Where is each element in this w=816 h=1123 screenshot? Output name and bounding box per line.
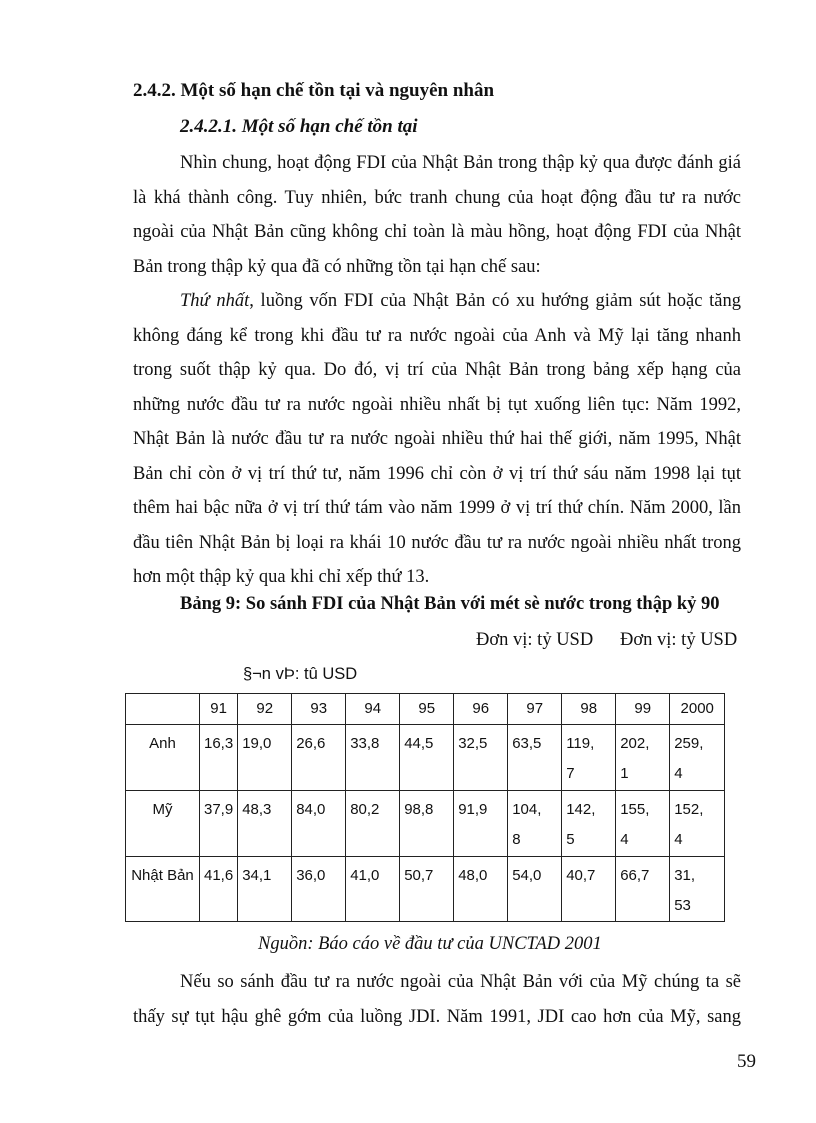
value-cell: 44,5 <box>400 725 454 791</box>
value-cell: 152, 4 <box>670 791 725 857</box>
table-caption: Bảng 9: So sánh FDI của Nhật Bản với mét sè nước trong thập kỷ 90 <box>180 594 720 614</box>
text-line: thêm hai bậc nữa ở vị trí thứ tám vào năm 1999 ở vị trí thứ chín. Năm 2000, lần <box>133 498 741 518</box>
value-cell: 40,7 <box>562 857 616 922</box>
value-cell: 259, 4 <box>670 725 725 791</box>
header-corner-cell <box>126 694 200 725</box>
text-line: là khá thành công. Tuy nhiên, bức tranh chung của hoạt động đầu tư ra nước <box>133 187 741 208</box>
paragraph-overview <box>133 146 741 284</box>
unit-label: Đơn vị: tỷ USD <box>476 630 594 650</box>
table-row <box>126 725 725 791</box>
value-cell: 36,0 <box>292 857 346 922</box>
text-line <box>133 284 741 319</box>
paragraph-comparison <box>133 965 741 1034</box>
text-line: đầu tiên Nhật Bản bị loại ra khái 10 nước đầu tư ra nước ngoài nhiều nhất trong <box>133 532 741 553</box>
table-row <box>126 791 725 857</box>
table-row <box>126 857 725 922</box>
fdi-comparison-table <box>125 693 725 922</box>
value-cell: 119, 7 <box>562 725 616 791</box>
value-cell: 50,7 <box>400 857 454 922</box>
year-header-cell: 98 <box>562 694 616 725</box>
value-cell: 33,8 <box>346 725 400 791</box>
text-line: trong suốt thập kỷ qua. Do đó, vị trí của Nhật Bản trong bảng xếp hạng của <box>133 360 741 380</box>
value-cell: 80,2 <box>346 791 400 857</box>
value-cell: 32,5 <box>454 725 508 791</box>
year-header-cell: 2000 <box>670 694 725 725</box>
country-label-cell: Mỹ <box>126 791 200 857</box>
unit-label-garbled: §¬n vÞ: tû USD <box>243 665 358 683</box>
year-header-cell: 94 <box>346 694 400 725</box>
unit-label: Đơn vị: tỷ USD <box>620 630 738 650</box>
text-line: hơn một thập kỷ qua khi chỉ xếp thứ 13. <box>133 567 430 587</box>
text-line: Nếu so sánh đầu tư ra nước ngoài của Nhật Bản với của Mỹ chúng ta sẽ <box>180 972 741 992</box>
text-line: những nước đầu tư ra nước ngoài nhiều nhất bị tụt xuống liên tục: Năm 1992, <box>133 394 741 415</box>
value-cell: 19,0 <box>238 725 292 791</box>
value-cell: 63,5 <box>508 725 562 791</box>
value-cell: 202, 1 <box>616 725 670 791</box>
value-cell: 142, 5 <box>562 791 616 857</box>
page-number: 59 <box>737 1051 756 1072</box>
country-label-cell: Nhật Bản <box>126 857 200 922</box>
text-line: Bản trong thập kỷ qua đã có những tồn tại hạn chế sau: <box>133 256 541 277</box>
year-header-cell: 99 <box>616 694 670 725</box>
value-cell: 155, 4 <box>616 791 670 857</box>
value-cell: 84,0 <box>292 791 346 857</box>
text-line: Nhật Bản là nước đầu tư ra nước ngoài nhiều thứ hai thế giới, năm 1995, Nhật <box>133 429 741 449</box>
value-cell: 37,9 <box>200 791 238 857</box>
value-cell: 98,8 <box>400 791 454 857</box>
text-line: không đáng kể trong khi đầu tư ra nước ngoài của Anh và Mỹ lại tăng nhanh <box>133 325 741 346</box>
value-cell: 66,7 <box>616 857 670 922</box>
text-line: thấy sự tụt hậu ghê gớm của luồng JDI. Năm 1991, JDI cao hơn của Mỹ, sang <box>133 1006 741 1027</box>
subsection-heading: 2.4.2.1. Một số hạn chế tồn tại <box>180 116 418 137</box>
text-line: ngoài của Nhật Bản cũng không chỉ toàn là màu hồng, hoạt động FDI của Nhật <box>133 222 741 242</box>
value-cell: 104, 8 <box>508 791 562 857</box>
country-label-cell: Anh <box>126 725 200 791</box>
value-cell: 54,0 <box>508 857 562 922</box>
year-header-cell: 92 <box>238 694 292 725</box>
value-cell: 91,9 <box>454 791 508 857</box>
value-cell: 34,1 <box>238 857 292 922</box>
year-header-cell: 91 <box>200 694 238 725</box>
value-cell: 41,6 <box>200 857 238 922</box>
year-header-cell: 95 <box>400 694 454 725</box>
text-line: Bản chỉ còn ở vị trí thứ tư, năm 1996 chỉ còn ở vị trí thứ sáu năm 1998 lại tụt <box>133 463 741 484</box>
value-cell: 41,0 <box>346 857 400 922</box>
section-heading: 2.4.2. Một số hạn chế tồn tại và nguyên nhân <box>133 80 495 101</box>
value-cell: 16,3 <box>200 725 238 791</box>
text-line: Nhìn chung, hoạt động FDI của Nhật Bản trong thập kỷ qua được đánh giá <box>180 153 741 173</box>
year-header-cell: 96 <box>454 694 508 725</box>
paragraph-first-limitation <box>133 284 741 595</box>
year-header-cell: 93 <box>292 694 346 725</box>
text-fragment: , luồng vốn FDI của Nhật Bản có xu hướng giảm sút hoặc tăng <box>249 291 741 311</box>
value-cell: 26,6 <box>292 725 346 791</box>
value-cell: 48,0 <box>454 857 508 922</box>
table-header-row <box>126 694 725 725</box>
lead-phrase: Thứ nhất <box>180 291 250 311</box>
table-source: Nguồn: Báo cáo về đầu tư của UNCTAD 2001 <box>258 934 602 954</box>
value-cell: 48,3 <box>238 791 292 857</box>
year-header-cell: 97 <box>508 694 562 725</box>
value-cell: 31, 53 <box>670 857 725 922</box>
